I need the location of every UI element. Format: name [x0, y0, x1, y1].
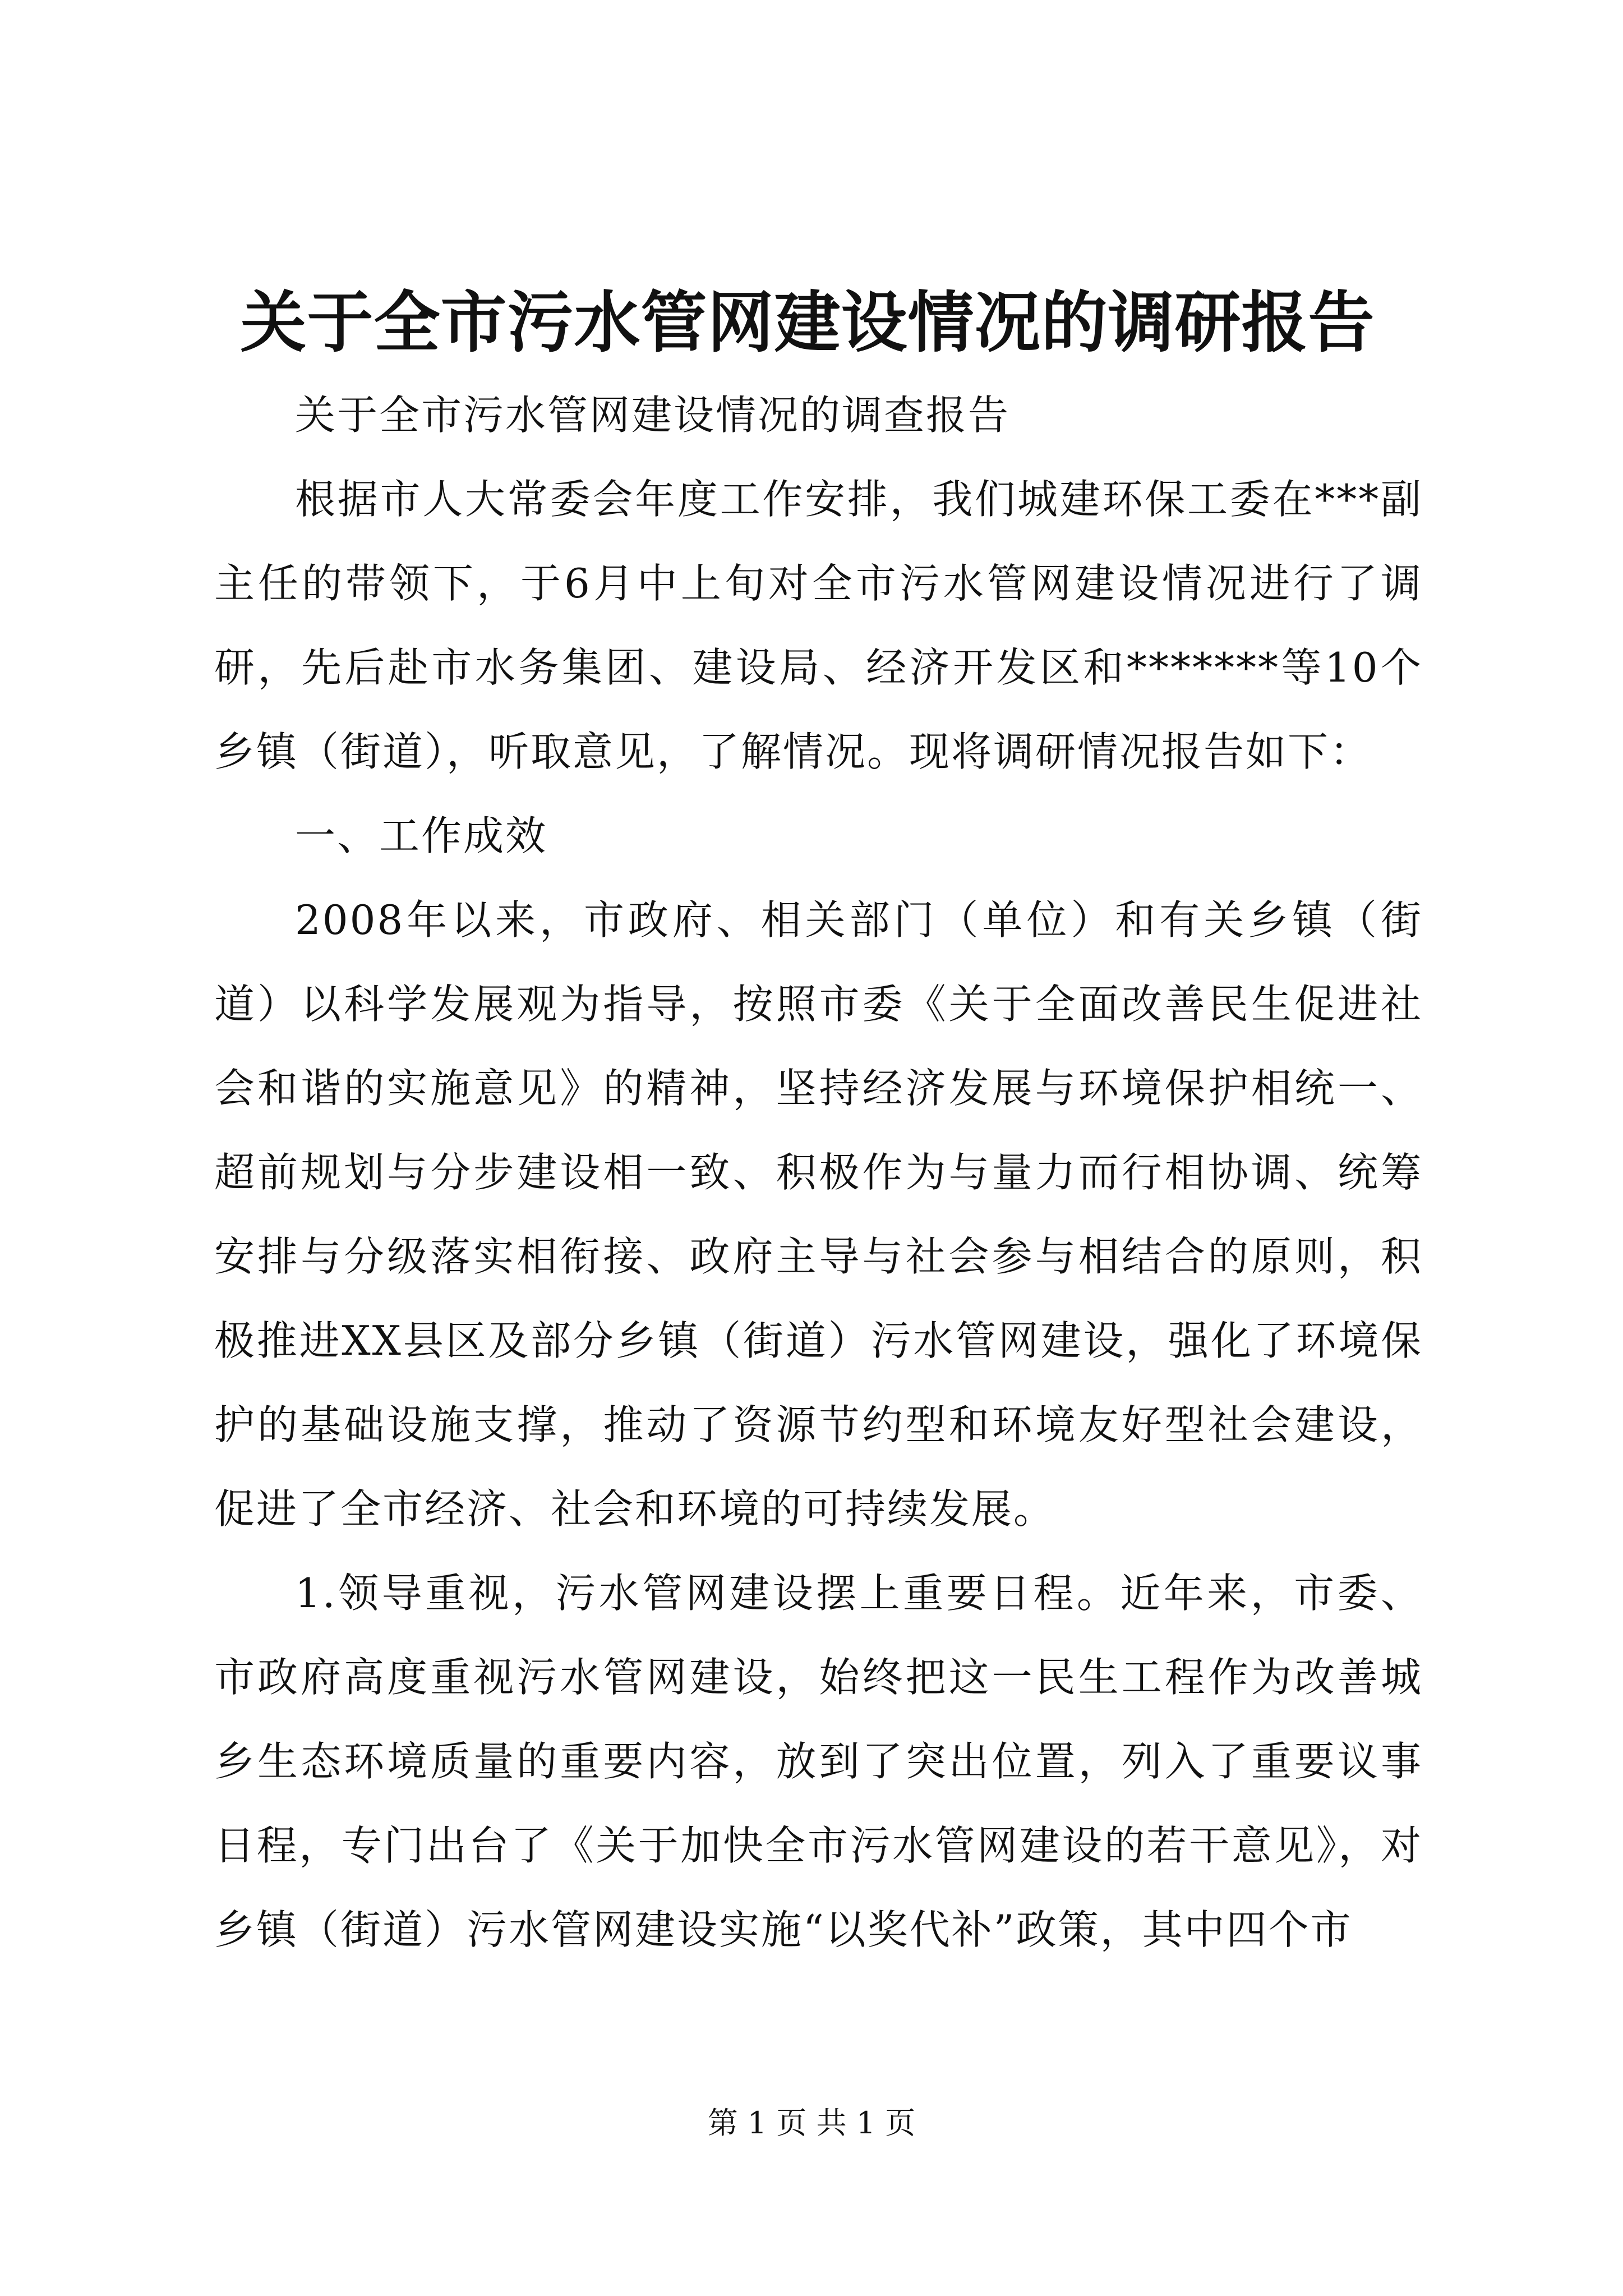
section-heading: 一、工作成效 [295, 812, 548, 859]
document-title: 关于全市污水管网建设情况的调研报告 [240, 283, 1375, 361]
document-body [214, 373, 1423, 1972]
achievements-paragraph: 2008年以来，市政府、相关部门（单位）和有关乡镇（街道）以科学发展观为指导，按照市委《关于全面改善民生促进社会和谐的实施意见》的精神，坚持经济发展与环境保护相统一、超前规划与分步建设相一致、积极作为与量力而行相协调、统筹安排与分级落实相衔接、政府主导与社会参与相结合的原则，积极推进XX县区及部分乡镇（街道）污水管网建设，强化了环境保护的基础设施支撑，推动了资源节约型和环境友好型社会建设，促进了全市经济、社会和环境的可持续发展。 [214, 896, 1423, 1533]
point-one-paragraph: 1.领导重视，污水管网建设摆上重要日程。近年来，市委、市政府高度重视污水管网建设，始终把这一民生工程作为改善城乡生态环境质量的重要内容，放到了突出位置，列入了重要议事日程，专门出台了《关于加快全市污水管网建设的若干意见》，对乡镇（街道）污水管网建设实施“以奖代补”政策，其中四个市 [214, 1570, 1423, 1953]
intro-paragraph: 根据市人大常委会年度工作安排，我们城建环保工委在***副主任的带领下，于6月中上旬对全市污水管网建设情况进行了调研，先后赴市水务集团、建设局、经济开发区和*******等10个乡镇（街道），听取意见，了解情况。现将调研情况报告如下： [214, 476, 1423, 775]
page-footer: 第 1 页 共 1 页 [707, 2105, 916, 2141]
subtitle-paragraph: 关于全市污水管网建设情况的调查报告 [295, 392, 1011, 439]
